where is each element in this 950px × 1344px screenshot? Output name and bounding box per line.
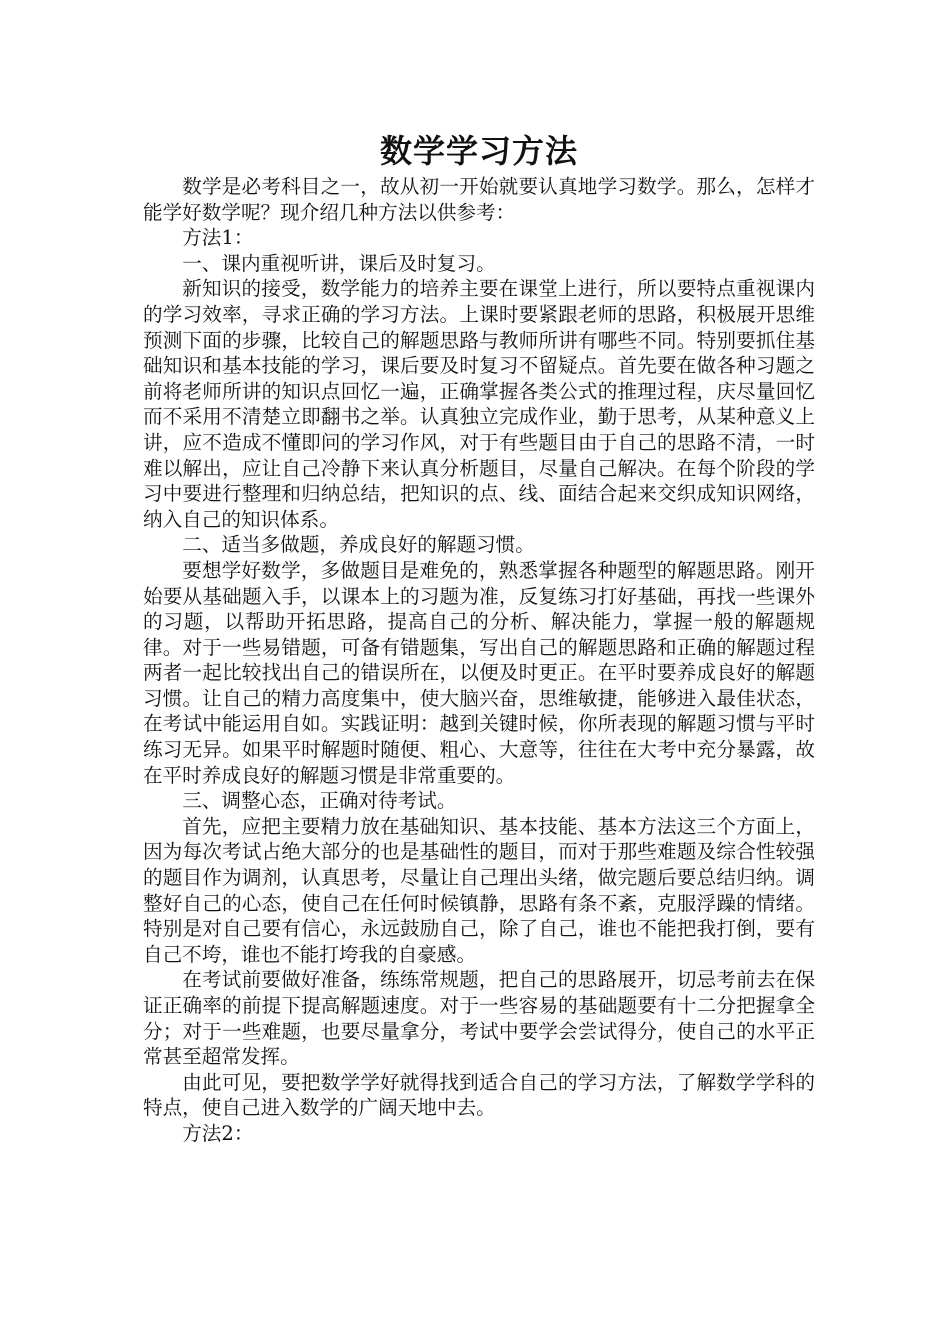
method-1-heading: 方法1： (182, 226, 254, 250)
section-3-heading: 三、调整心态，正确对待考试。 (182, 789, 457, 813)
paragraph-intro: 数学是必考科目之一，故从初一开始就要认真地学习数学。那么，怎样才能学好数学呢？现介绍几种方法以供参考： (143, 175, 815, 224)
document-body (143, 128, 815, 1147)
exam-prep-paragraph: 在考试前要做好准备，练练常规题，把自己的思路展开，切忌考前去在保证正确率的前提下提高解题速度。对于一些容易的基础题要有十二分把握拿全分；对于一些难题，也要尽量拿分，考试中要学会尝试得分，使自己的水平正常甚至超常发挥。 (143, 968, 815, 1069)
section-1-heading: 一、课内重视听讲，课后及时复习。 (182, 251, 496, 275)
section-2-body: 要想学好数学，多做题目是难免的，熟悉掌握各种题型的解题思路。刚开始要从基础题入手，以课本上的习题为准，反复练习打好基础，再找一些课外的习题，以帮助开拓思路，提高自己的分析、解决能力，掌握一般的解题规律。对于一些易错题，可备有错题集，写出自己的解题思路和正确的解题过程两者一起比较找出自己的错误所在，以便及时更正。在平时要养成良好的解题习惯。让自己的精力高度集中，使大脑兴奋，思维敏捷，能够进入最佳状态，在考试中能运用自如。实践证明：越到关键时候，你所表现的解题习惯与平时练习无异。如果平时解题时随便、粗心、大意等，往往在大考中充分暴露，故在平时养成良好的解题习惯是非常重要的。 (143, 558, 815, 787)
section-1-body: 新知识的接受，数学能力的培养主要在课堂上进行，所以要特点重视课内的学习效率，寻求正确的学习方法。上课时要紧跟老师的思路，积极展开思维预测下面的步骤，比较自己的解题思路与教师所讲有哪些不同。特别要抓住基础知识和基本技能的学习，课后要及时复习不留疑点。首先要在做各种习题之前将老师所讲的知识点回忆一遍，正确掌握各类公式的推理过程，庆尽量回忆而不采用不清楚立即翻书之举。认真独立完成作业，勤于思考，从某种意义上讲，应不造成不懂即问的学习作风，对于有些题目由于自己的思路不清，一时难以解出，应让自己冷静下来认真分析题目，尽量自己解决。在每个阶段的学习中要进行整理和归纳总结，把知识的点、线、面结合起来交织成知识网络，纳入自己的知识体系。 (143, 277, 815, 531)
method-2-heading: 方法2： (182, 1121, 254, 1145)
section-2-heading: 二、适当多做题，养成良好的解题习惯。 (182, 533, 535, 557)
conclusion-paragraph: 由此可见，要把数学学好就得找到适合自己的学习方法，了解数学学科的特点，使自己进入数学的广阔天地中去。 (143, 1070, 815, 1120)
document-title: 数学学习方法 (379, 132, 578, 170)
section-3-body: 首先，应把主要精力放在基础知识、基本技能、基本方法这三个方面上，因为每次考试占绝大部分的也是基础性的题目，而对于那些难题及综合性较强的题目作为调剂，认真思考，尽量让自己理出头绪，做完题后要总结归纳。调整好自己的心态，使自己在任何时候镇静，思路有条不紊，克服浮躁的情绪。特别是对自己要有信心，永远鼓励自己，除了自己，谁也不能把我打倒，要有自己不垮，谁也不能打垮我的自豪感。 (143, 814, 815, 966)
